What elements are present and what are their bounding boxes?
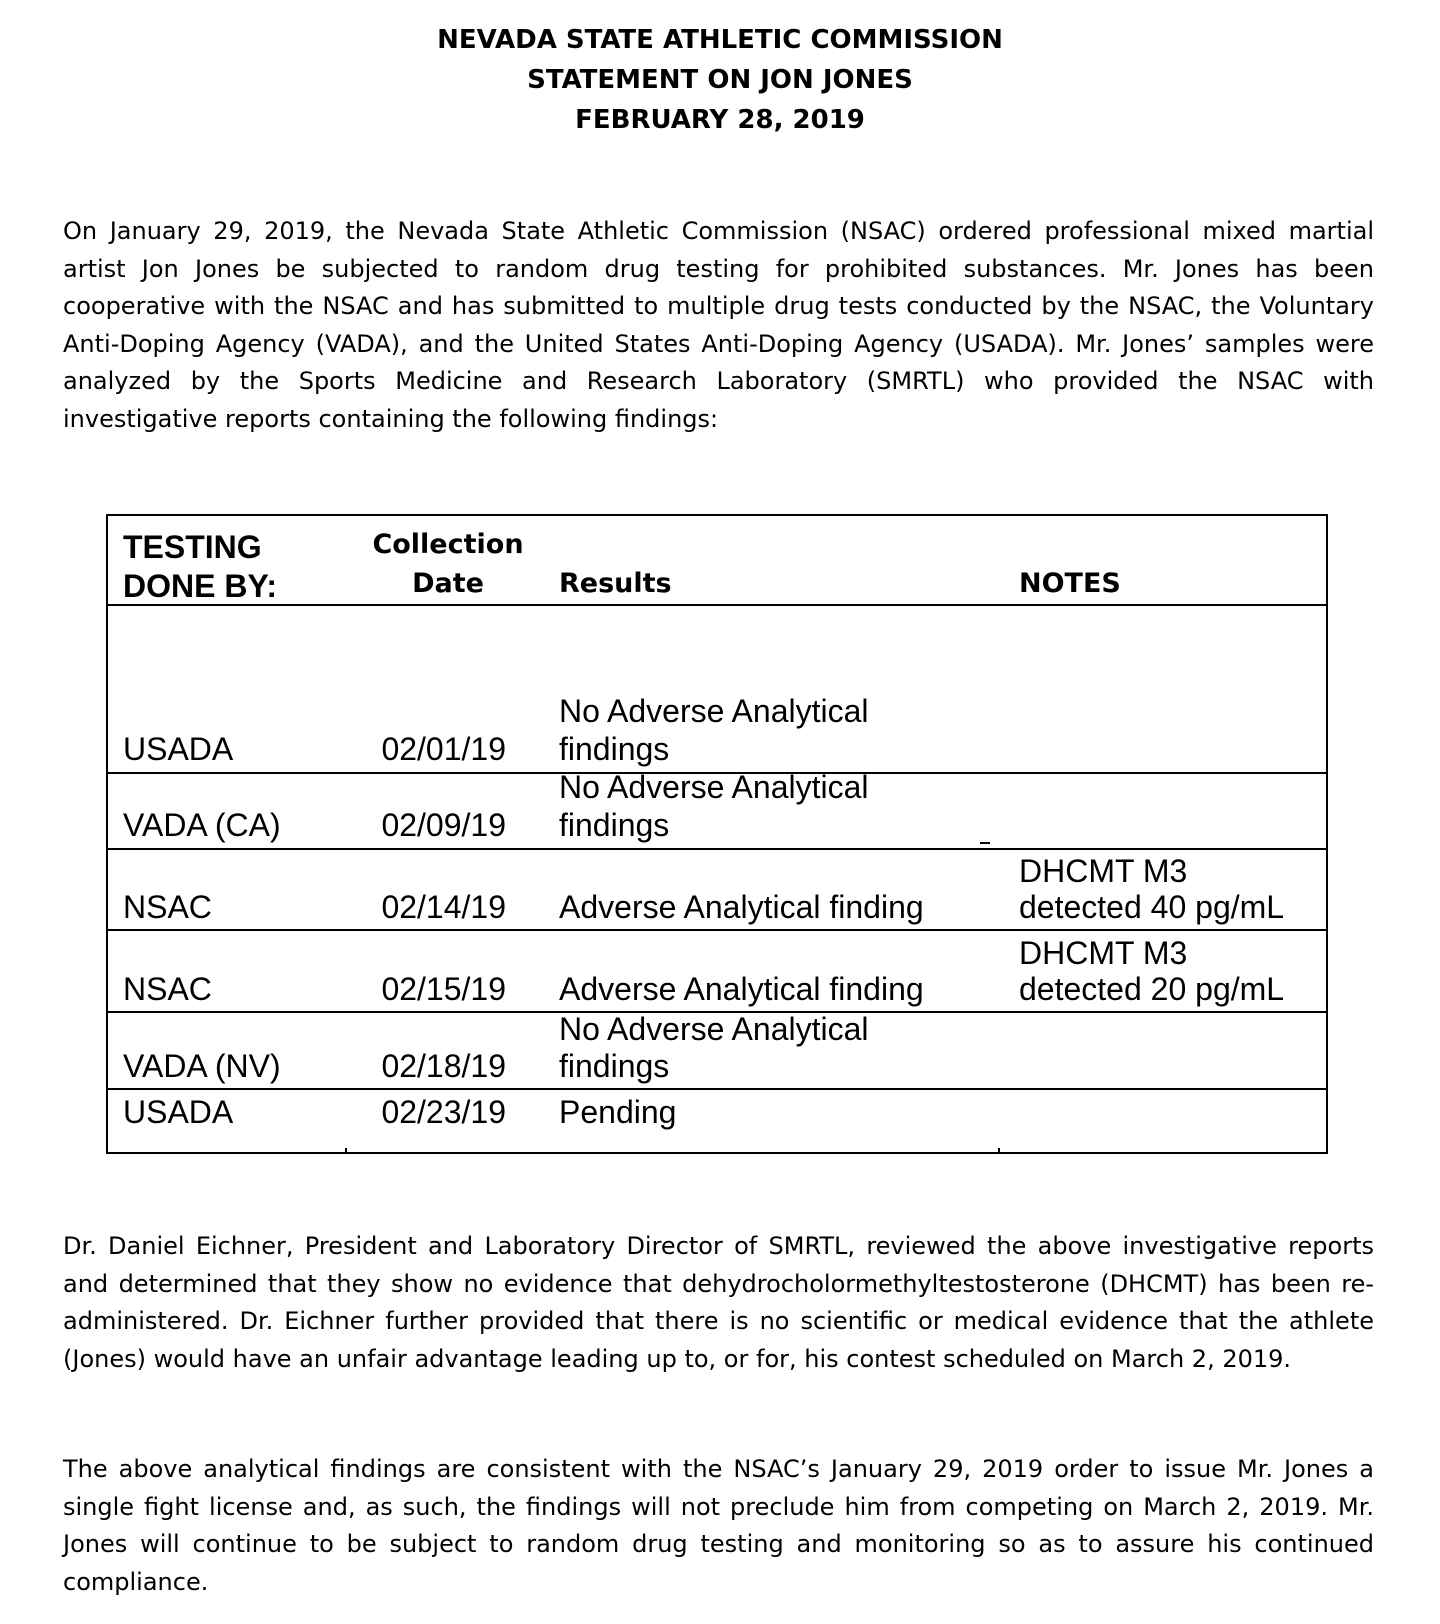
header-testing-line2: DONE BY: (123, 568, 278, 604)
column-tick (998, 1148, 1000, 1153)
row2-date: 02/09/19 (381, 807, 506, 843)
row4-date: 02/15/19 (381, 971, 506, 1007)
header-notes: NOTES (1019, 568, 1121, 599)
row3-notes-line2: detected 40 pg/mL (1019, 889, 1285, 925)
conclusion-paragraph: The above analytical findings are consistent with the NSAC’s January 29, 2019 order to issue Mr. Jones a single fight license and, as such, the findings will not preclude him from competing on March 2, 2019. Mr. Jones will continue to be subject to random drug testing and monitoring so as to assure his continued compliance. (63, 1455, 1374, 1596)
intro-paragraph: On January 29, 2019, the Nevada State Athletic Commission (NSAC) ordered professional mixed martial artist Jon Jones be subjected to random drug testing for prohibited substances. Mr. Jones has been cooperative with the NSAC and has submitted to multiple drug tests conducted by the NSAC, the Voluntary Anti-Doping Agency (VADA), and the United States Anti-Doping Agency (USADA). Mr. Jones’ samples were analyzed by the Sports Medicine and Research Laboratory (SMRTL) who provided the NSAC with investigative reports containing the following findings: (63, 217, 1374, 433)
row1-result-line1: No Adverse Analytical (559, 693, 869, 729)
header-results: Results (559, 568, 672, 599)
row6-testing-by: USADA (123, 1094, 234, 1130)
row1-testing-by: USADA (123, 731, 234, 767)
column-tick (345, 1148, 347, 1153)
row4-notes-line1: DHCMT M3 (1019, 935, 1188, 971)
row3-notes-line1: DHCMT M3 (1019, 853, 1188, 889)
header-testing-line1: TESTING (123, 529, 262, 565)
row6-result-line2: Pending (559, 1094, 677, 1130)
row-divider (108, 848, 1326, 850)
document-header (0, 20, 1440, 140)
row4-result-line2: Adverse Analytical finding (559, 971, 924, 1007)
header-date-line2: Date (412, 568, 484, 599)
row3-result-line2: Adverse Analytical finding (559, 889, 924, 925)
row5-testing-by: VADA (NV) (123, 1048, 281, 1084)
row2-result-line1: No Adverse Analytical (559, 769, 869, 805)
header-date: FEBRUARY 28, 2019 (575, 105, 865, 135)
row1-date: 02/01/19 (381, 731, 506, 767)
eichner-paragraph: Dr. Daniel Eichner, President and Laboratory Director of SMRTL, reviewed the above investigative reports and determined that they show no evidence that dehydrocholormethyltestosterone (DHCMT) has been re-administered. Dr. Eichner further provided that there is no scientific or medical evidence that the athlete (Jones) would have an unfair advantage leading up to, or for, his contest scheduled on March 2, 2019. (63, 1232, 1374, 1373)
row5-date: 02/18/19 (381, 1048, 506, 1084)
row-divider (108, 1088, 1326, 1090)
row2-result-line2: findings (559, 807, 670, 843)
row3-testing-by: NSAC (123, 889, 212, 925)
row2-testing-by: VADA (CA) (123, 807, 281, 843)
row4-notes-line2: detected 20 pg/mL (1019, 971, 1285, 1007)
row6-date: 02/23/19 (381, 1094, 506, 1130)
row3-date: 02/14/19 (381, 889, 506, 925)
findings-table (106, 514, 1328, 1154)
header-statement: STATEMENT ON JON JONES (527, 65, 913, 95)
row-divider (108, 929, 1326, 931)
header-date-line1: Collection (372, 529, 524, 560)
row4-testing-by: NSAC (123, 971, 212, 1007)
header-commission: NEVADA STATE ATHLETIC COMMISSION (437, 25, 1003, 55)
header-divider (108, 604, 1326, 606)
row5-result-line2: findings (559, 1048, 670, 1084)
row5-result-line1: No Adverse Analytical (559, 1011, 869, 1047)
row1-result-line2: findings (559, 731, 670, 767)
dash-mark (980, 842, 990, 844)
